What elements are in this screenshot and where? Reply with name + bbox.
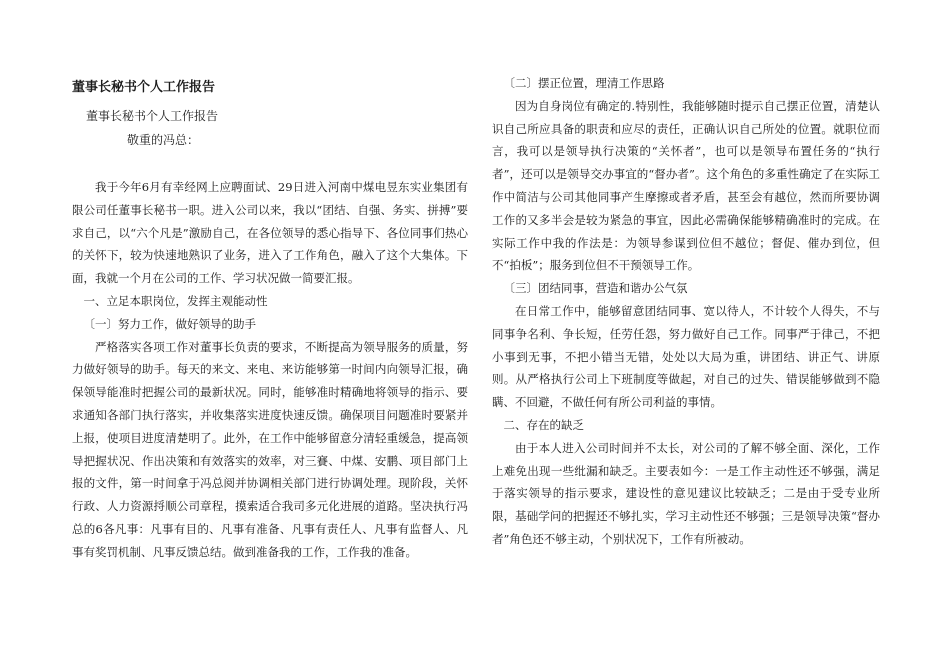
salutation: 敬重的冯总： bbox=[127, 133, 200, 147]
body-paragraph: 在日常工作中，能够留意团结同事、宽以待人，不计较个人得失，不与同事争名利、争长短，任劳任怨，努力做好自己工作。同事严于律己，不把小事到无事，不把小错当无错，处处以大局为重，讲团结、讲正气、讲原则。从严格执行公司上下班制度等做起，对自己的过失、错误能够做到不隐瞒、不回避，不做任何有所公司利益的事情。 bbox=[492, 303, 880, 410]
section-heading: 二、存在的缺乏 bbox=[503, 417, 584, 432]
body-paragraph: 由于本人进入公司时间并不太长，对公司的了解不够全面、深化，工作上难免出现一些纰漏和缺乏。主要表如今：一是工作主动性还不够强，满足于落实领导的指示要求，建设性的意见建议比较缺乏；二是由于受专业所限，基础学问的把握还不够扎实，学习主动性还不够强；三是领导决策“督办者”角色还不够主动，个别状况下，工作有所被动。 bbox=[492, 440, 880, 546]
section-heading: 一、立足本职岗位，发挥主观能动性 bbox=[83, 293, 268, 308]
subsection-heading: 〔二〕摆正位置，理清工作思路 bbox=[503, 76, 665, 90]
subsection-heading: 〔一〕努力工作，做好领导的助手 bbox=[83, 316, 256, 331]
subsection-heading: 〔三〕团结同事，营造和谐办公气氛 bbox=[503, 281, 688, 296]
body-paragraph: 严格落实各项工作对董事长负责的要求，不断提高为领导服务的质量，努力做好领导的助手。每天的来文、来电、来访能够第一时间内向领导汇报，确保领导能准时把握公司的最新状况。同时，能够准时精确地将领导的指示、要求通知各部门执行落实，并收集落实进度快速反馈。确保项目问题准时要紧并上报，使项目进度清楚明了。此外，在工作中能够留意分清轻重缓急，提高领导把握状况、作出决策和有效落实的效率，对三賽、中煤、安鹏、项目部门上报的文件，第一时间拿于冯总阅并协调相关部门进行协调处理。现阶段，关怀行政、人力资源捋顺公司章程，摸索适合我司多元化进展的道路。坚决执行冯总的6各凡事：凡事有目的、凡事有准备、凡事有责任人、凡事有监督人、凡事有奖罚机制、凡事反馈总结。做到准备我的工作，工作我的准备。 bbox=[72, 339, 468, 559]
right-column-body bbox=[492, 72, 880, 551]
document-title: 董事长秘书个人工作报告 bbox=[72, 80, 216, 95]
intro-paragraph: 我于今年6月有幸经网上应聘面试、29日进入河南中煤电昱东实业集团有限公司任董事长秘书一职。进入公司以来，我以“团结、自强、务实、拼搏”要求自己，以“六个凡是”激励自己，在各位领导的悉心指导下、各位同事们热心的关怀下，较为快速地熟识了业务，进入了工作角色，融入了这个大集体。下面，我就一个月在公司的工作、学习状况做一简要汇报。 bbox=[72, 180, 468, 286]
document-subtitle: 董事长秘书个人工作报告 bbox=[86, 109, 219, 123]
left-column-body bbox=[72, 176, 468, 564]
body-paragraph: 因为自身岗位有确定的.特别性，我能够随时提示自己摆正位置，清楚认识自己所应具备的职责和应尽的责任，正确认识自己所处的位置。就职位而言，我可以是领导执行决策的“关怀者”，也可以是领导布置任务的“执行者”，还可以是领导交办事宜的“督办者”。这个角色的多重性确定了在实际工作中简洁与公司其他同事产生摩擦或者矛盾，甚至会有越位，然而所要协调工作的又多半会是较为紧急的事宜，因此必需确保能够精确准时的完成。在实际工作中我的作法是：为领导参谋到位但不越位；督促、催办到位，但不“拍板”；服务到位但不干预领导工作。 bbox=[492, 98, 880, 273]
